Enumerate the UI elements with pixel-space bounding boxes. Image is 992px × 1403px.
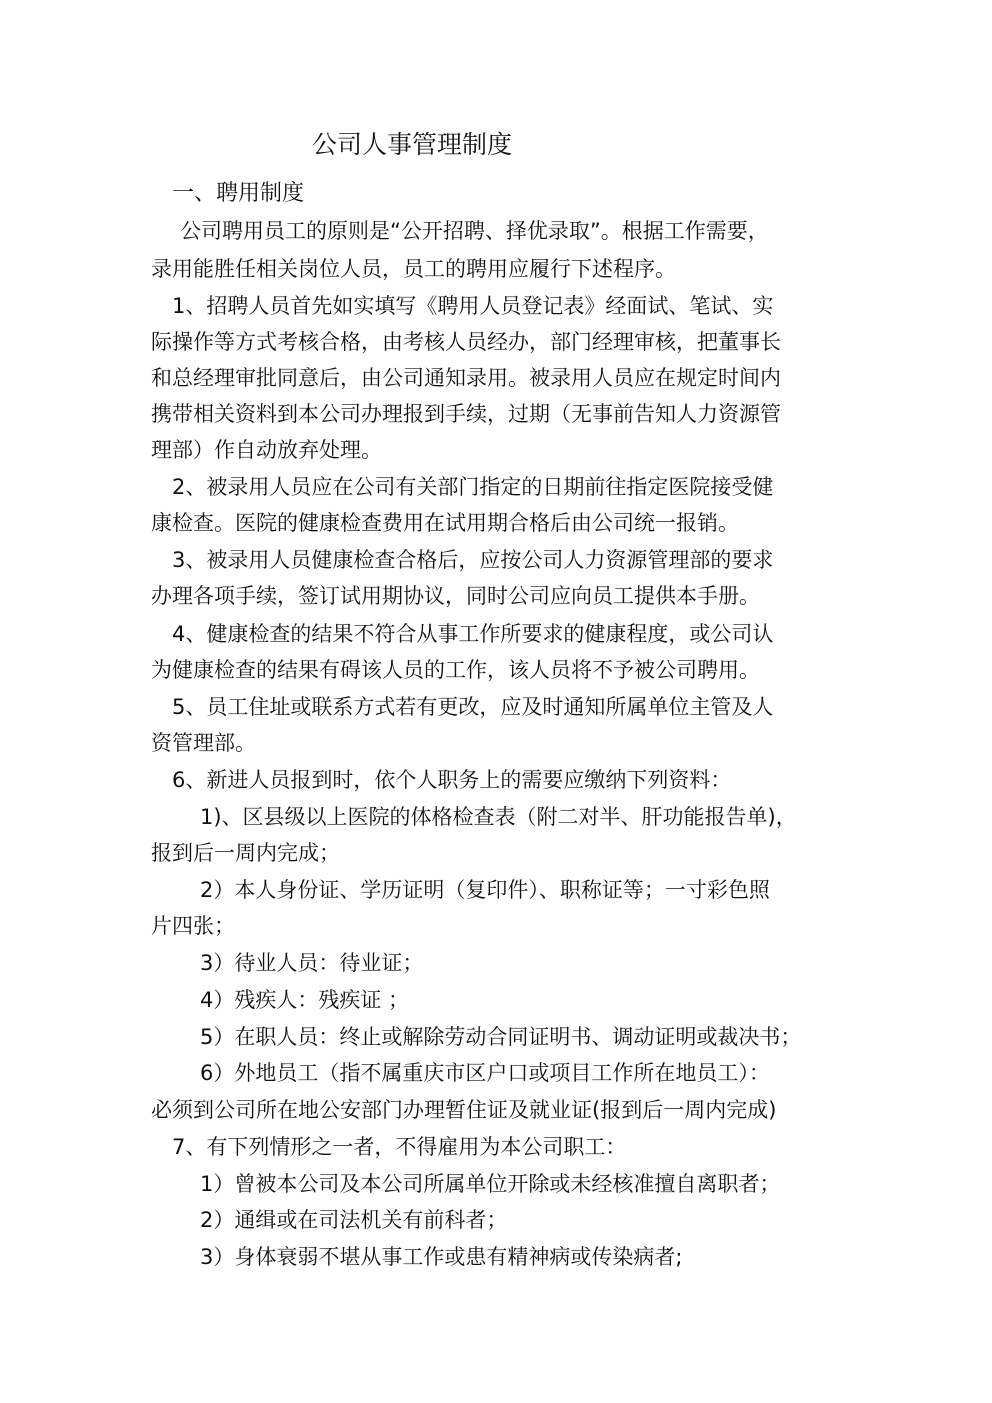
list-item-line: 1）曾被本公司及本公司所属单位开除或未经核准擅自离职者； [200,1172,781,1196]
list-item-line: 1)、区县级以上医院的体格检查表（附二对半、肝功能报告单)， [200,805,797,829]
paragraph-line: 际操作等方式考核合格，由考核人员经办，部门经理审核，把董事长 [151,330,781,354]
list-item-line: 5）在职人员：终止或解除劳动合同证明书、调动证明或裁决书； [200,1025,802,1049]
paragraph-line: 办理各项手续，签订试用期协议，同时公司应向员工提供本手册。 [151,584,760,608]
paragraph-line: 2、被录用人员应在公司有关部门指定的日期前往指定医院接受健 [172,475,774,499]
list-item-line: 2）通缉或在司法机关有前科者； [200,1208,508,1232]
paragraph-line: 公司聘用员工的原则是“公开招聘、择优录取”。根据工作需要， [180,219,769,243]
paragraph-line: 资管理部。 [151,731,256,755]
list-item-line: 片四张； [151,914,235,938]
paragraph-line: 和总经理审批同意后，由公司通知录用。被录用人员应在规定时间内 [151,366,781,390]
paragraph-line: 理部）作自动放弃处理。 [151,438,382,462]
paragraph-line: 为健康检查的结果有碍该人员的工作，该人员将不予被公司聘用。 [151,658,760,682]
paragraph-line: 携带相关资料到本公司办理报到手续，过期（无事前告知人力资源管 [151,402,781,426]
list-item-line: 2）本人身份证、学历证明（复印件）、职称证等；一寸彩色照 [200,878,770,902]
paragraph-line: 康检查。医院的健康检查费用在试用期合格后由公司统一报销。 [151,511,739,535]
list-item-line: 报到后一周内完成； [151,841,340,865]
paragraph-line: 1、招聘人员首先如实填写《聘用人员登记表》经面试、笔试、实 [172,294,774,318]
list-item-line: 必须到公司所在地公安部门办理暂住证及就业证(报到后一周内完成) [151,1098,777,1122]
paragraph-line: 录用能胜任相关岗位人员，员工的聘用应履行下述程序。 [151,257,676,281]
list-item-line: 3）待业人员：待业证； [200,951,424,975]
paragraph-line: 4、健康检查的结果不符合从事工作所要求的健康程度，或公司认 [172,622,774,646]
section-heading-hiring: 一、聘用制度 [172,181,305,206]
paragraph-line: 5、员工住址或联系方式若有更改，应及时通知所属单位主管及人 [172,695,774,719]
paragraph-line: 6、新进人员报到时，依个人职务上的需要应缴纳下列资料： [172,768,732,792]
list-item-line: 6）外地员工（指不属重庆市区户口或项目工作所在地员工）： [200,1061,770,1085]
list-item-line: 4）残疾人：残疾证 ； [200,988,410,1012]
paragraph-line: 7、有下列情形之一者，不得雇用为本公司职工： [172,1135,627,1159]
list-item-line: 3）身体衰弱不堪从事工作或患有精神病或传染病者; [200,1245,683,1269]
document-title: 公司人事管理制度 [312,130,513,159]
paragraph-line: 3、被录用人员健康检查合格后，应按公司人力资源管理部的要求 [172,548,774,572]
